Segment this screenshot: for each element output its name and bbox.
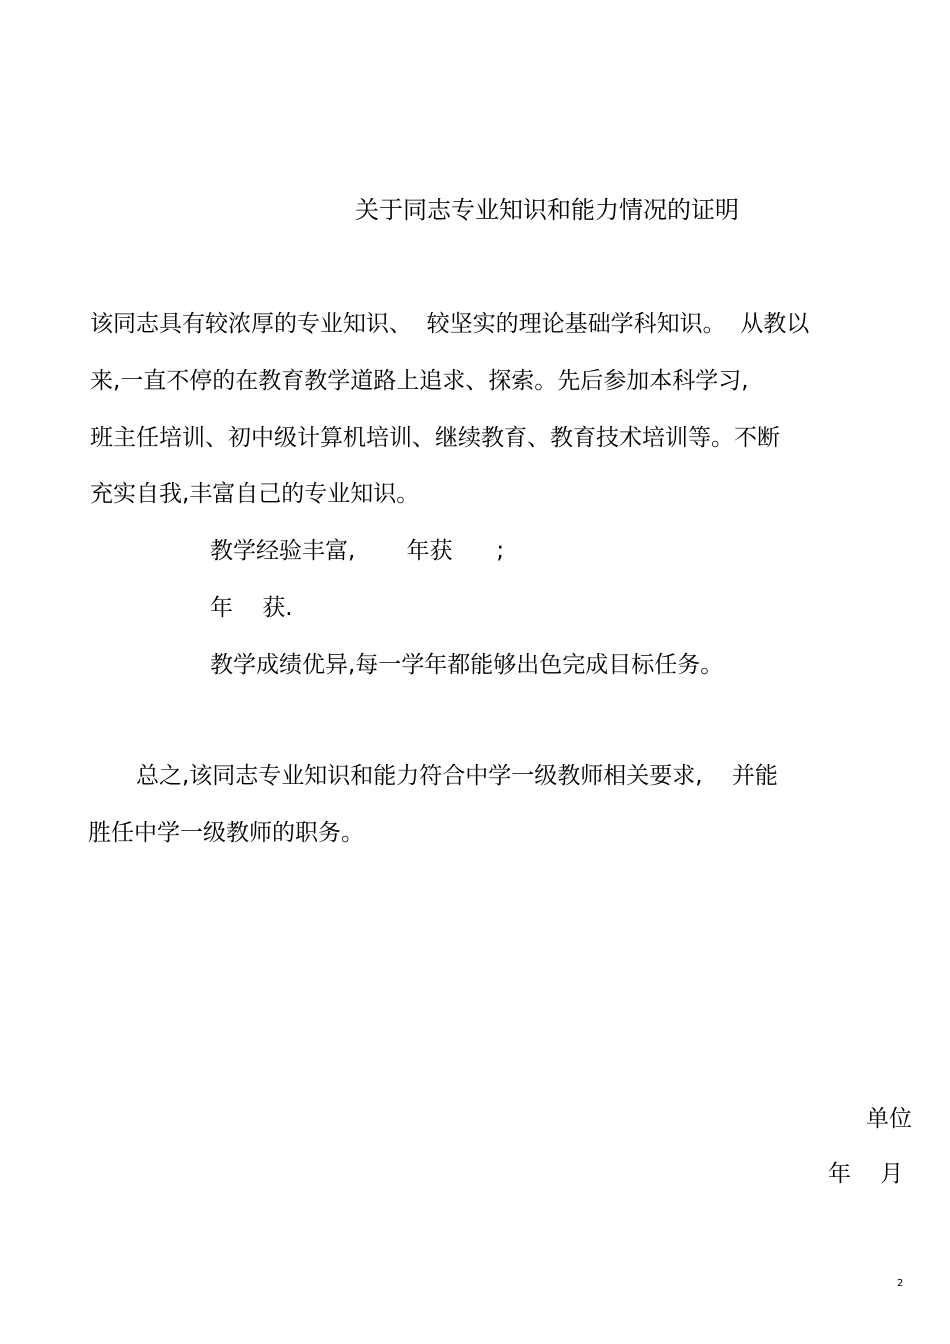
experience-line2: 年 获. bbox=[210, 595, 293, 621]
conclusion-line1: 总之,该同志专业知识和能力符合中学一级教师相关要求, 并能 bbox=[136, 763, 778, 789]
paragraph1-line2: 来,一直不停的在教育教学道路上追求、探索。先后参加本科学习, bbox=[90, 368, 749, 394]
paragraph1-line3: 班主任培训、初中级计算机培训、继续教育、教育技术培训等。不断 bbox=[90, 425, 780, 451]
signature-date: 年 月 bbox=[828, 1161, 904, 1187]
conclusion-line2: 胜任中学一级教师的职务。 bbox=[88, 820, 364, 846]
paragraph1-line1: 该同志具有较浓厚的专业知识、 较坚实的理论基础学科知识。 从教以 bbox=[90, 311, 810, 337]
results-line: 教学成绩优异,每一学年都能够出色完成目标任务。 bbox=[210, 652, 724, 678]
paragraph1-line4: 充实自我,丰富自己的专业知识。 bbox=[90, 481, 420, 507]
signature-unit: 单位 bbox=[866, 1106, 912, 1132]
page-number: 2 bbox=[897, 1278, 904, 1289]
experience-line1: 教学经验丰富, 年获 ; bbox=[210, 538, 505, 564]
document-title: 关于同志专业知识和能力情况的证明 bbox=[355, 196, 739, 224]
